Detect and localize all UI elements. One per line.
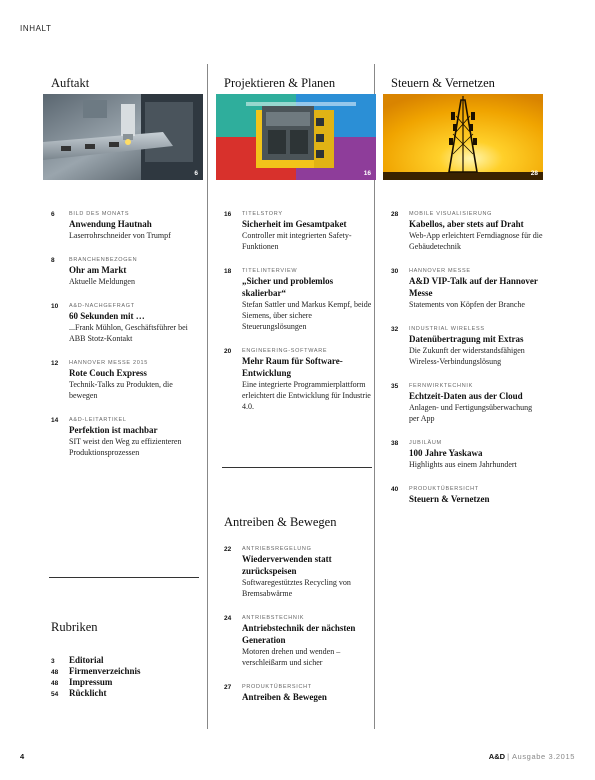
entry-headline: Mehr Raum für Software-Entwicklung (242, 356, 343, 378)
column-steuern (383, 72, 543, 505)
entry-headline: Sicherheit im Gesamtpaket (242, 219, 347, 229)
rubrik-label: Impressum (69, 677, 113, 687)
toc-entry[interactable] (383, 382, 543, 424)
entry-page-number: 24 (224, 615, 232, 622)
column-title: Projektieren & Planen (224, 76, 336, 90)
toc-entry[interactable] (216, 683, 376, 703)
entry-headline: A&D VIP-Talk auf der Hannover Messe (409, 276, 538, 298)
entry-description: Laserrohrschneider von Trumpf (69, 231, 171, 240)
entry-description: Technik-Talks zu Produkten, die bewegen (69, 380, 173, 400)
entry-page-number: 40 (391, 486, 399, 493)
rubrik-label: Firmenverzeichnis (69, 666, 141, 676)
toc-entry[interactable] (383, 267, 543, 310)
entry-page-number: 12 (51, 360, 59, 367)
image-page-number: 28 (530, 170, 538, 177)
entry-kicker: A&D-LEITARTIKEL (69, 417, 127, 423)
entry-headline: Antriebstechnik der nächsten Generation (242, 623, 356, 645)
toc-entry[interactable] (383, 210, 543, 252)
entry-headline: Antreiben & Bewegen (242, 692, 327, 702)
entry-kicker: HANNOVER MESSE 2015 (69, 360, 149, 366)
toc-entry[interactable] (216, 347, 376, 412)
magazine-issue: | Ausgabe 3.2015 (507, 752, 575, 761)
entry-page-number: 16 (224, 211, 232, 218)
controller-photo (216, 94, 376, 180)
entry-headline: 100 Jahre Yaskawa (409, 448, 483, 458)
entry-kicker: HANNOVER MESSE (409, 268, 471, 274)
entry-description: Eine integrierte Programmierplattform erleichtert die Entwicklung für Industrie 4.0. (242, 380, 371, 411)
entry-page-number: 27 (224, 684, 232, 691)
toc-entry[interactable] (216, 614, 376, 668)
column-auftakt (43, 72, 203, 458)
entry-headline: Ohr am Markt (69, 265, 127, 275)
entry-kicker: TITELINTERVIEW (242, 268, 298, 274)
entry-page-number: 22 (224, 546, 232, 553)
toc-entry[interactable] (216, 545, 376, 599)
toc-entry[interactable] (383, 325, 543, 367)
image-page-number: 6 (194, 170, 198, 177)
entry-list (216, 545, 376, 703)
section-tag: INHALT (20, 24, 52, 33)
toc-entry[interactable] (43, 256, 203, 287)
column-title: Antreiben & Bewegen (224, 515, 337, 529)
rubrik-item[interactable] (43, 688, 203, 699)
rubrik-page-number: 54 (51, 691, 59, 698)
entry-page-number: 30 (391, 268, 399, 275)
entry-kicker: BILD DES MONATS (69, 211, 130, 217)
entry-headline: „Sicher und problemlos skalierbar“ (242, 276, 334, 298)
toc-entry[interactable] (383, 485, 543, 505)
entry-kicker: MOBILE VISUALISIERUNG (409, 211, 493, 217)
entry-page-number: 18 (224, 268, 232, 275)
rubrik-label: Editorial (69, 655, 104, 665)
section-divider (49, 577, 199, 578)
entry-list (383, 210, 543, 505)
entry-page-number: 6 (51, 211, 55, 218)
entry-description: Softwaregestütztes Recycling von Bremsabwärme (242, 578, 351, 598)
entry-kicker: TITELSTORY (242, 211, 283, 217)
entry-headline: Anwendung Hautnah (69, 219, 152, 229)
column-antreiben (216, 511, 376, 703)
thumbnail-radio-tower[interactable] (383, 94, 543, 180)
toc-entry[interactable] (216, 267, 376, 332)
entry-headline: Rote Couch Express (69, 368, 147, 378)
entry-description: Controller mit integrierten Safety-Funktionen (242, 231, 352, 251)
entry-description: SIT weist den Weg zu effizienteren Produktionsprozessen (69, 437, 182, 457)
entry-page-number: 8 (51, 257, 55, 264)
page-number: 4 (20, 752, 25, 761)
rubrik-label: Rücklicht (69, 688, 107, 698)
rubriken-section (43, 620, 203, 699)
entry-kicker: BRANCHENBEZOGEN (69, 257, 138, 263)
toc-entry[interactable] (216, 210, 376, 252)
entry-description: Anlagen- und Fertigungsüberwachung per App (409, 403, 533, 423)
rubrik-page-number: 48 (51, 669, 59, 676)
entry-headline: 60 Sekunden mit … (69, 311, 145, 321)
toc-entry[interactable] (43, 210, 203, 241)
thumbnail-laser-cutter[interactable] (43, 94, 203, 180)
rubrik-page-number: 3 (51, 658, 55, 665)
rubriken-list (43, 655, 203, 699)
entry-description: Web-App erleichtert Ferndiagnose für die Gebäudetechnik (409, 231, 543, 251)
rubrik-item[interactable] (43, 677, 203, 688)
entry-page-number: 32 (391, 326, 399, 333)
entry-headline: Echtzeit-Daten aus der Cloud (409, 391, 523, 401)
entry-page-number: 38 (391, 440, 399, 447)
entry-page-number: 35 (391, 383, 399, 390)
entry-kicker: INDUSTRIAL WIRELESS (409, 326, 485, 332)
column-title: Steuern & Vernetzen (391, 76, 495, 90)
laser-cutter-photo (43, 94, 203, 180)
entry-list (216, 210, 376, 412)
entry-kicker: PRODUKTÜBERSICHT (242, 684, 312, 690)
entry-description: Statements von Köpfen der Branche (409, 300, 525, 309)
entry-headline: Kabellos, aber stets auf Draht (409, 219, 524, 229)
entry-description: Die Zukunft der widerstandsfähigen Wireless-Verbindungslösung (409, 346, 525, 366)
entry-description: Aktuelle Meldungen (69, 277, 135, 286)
radio-tower-photo (383, 94, 543, 180)
entry-description: ...Frank Mühlon, Geschäftsführer bei ABB Stotz-Kontakt (69, 323, 188, 343)
entry-kicker: A&D-NACHGEFRAGT (69, 303, 135, 309)
entry-kicker: JUBILÄUM (409, 440, 442, 446)
entry-page-number: 20 (224, 348, 232, 355)
entry-headline: Perfektion ist machbar (69, 425, 158, 435)
thumbnail-controller[interactable] (216, 94, 376, 180)
entry-description: Highlights aus einem Jahrhundert (409, 460, 517, 469)
column-title: Auftakt (51, 76, 90, 90)
entry-kicker: ANTRIEBSTECHNIK (242, 615, 305, 621)
entry-headline: Wiederverwenden statt zurückspeisen (242, 554, 332, 576)
entry-page-number: 14 (51, 417, 59, 424)
entry-headline: Steuern & Vernetzen (409, 494, 490, 504)
toc-entry[interactable] (43, 359, 203, 401)
entry-kicker: PRODUKTÜBERSICHT (409, 486, 479, 492)
rubrik-item[interactable] (43, 666, 203, 677)
entry-description: Motoren drehen und wenden – verschleißarm und sicher (242, 647, 341, 667)
toc-entry[interactable] (383, 439, 543, 470)
entry-page-number: 28 (391, 211, 399, 218)
entry-description: Stefan Sattler und Markus Kempf, beide Siemens, über sichere Steuerungslösungen (242, 300, 372, 331)
image-page-number: 16 (363, 170, 371, 177)
rubriken-title: Rubriken (51, 620, 98, 634)
column-projektieren (216, 72, 376, 412)
rubrik-item[interactable] (43, 655, 203, 666)
section-divider (222, 467, 372, 468)
entry-page-number: 10 (51, 303, 59, 310)
entry-kicker: ENGINEERING-SOFTWARE (242, 348, 328, 354)
magazine-brand: A&D (488, 752, 506, 761)
toc-entry[interactable] (43, 302, 203, 344)
entry-kicker: ANTRIEBSREGELUNG (242, 546, 312, 552)
entry-headline: Datenübertragung mit Extras (409, 334, 524, 344)
entry-kicker: FERNWIRKTECHNIK (409, 383, 473, 389)
toc-entry[interactable] (43, 416, 203, 458)
column-divider (207, 64, 208, 729)
entry-list (43, 210, 203, 458)
rubrik-page-number: 48 (51, 680, 59, 687)
magazine-footer (489, 752, 575, 761)
